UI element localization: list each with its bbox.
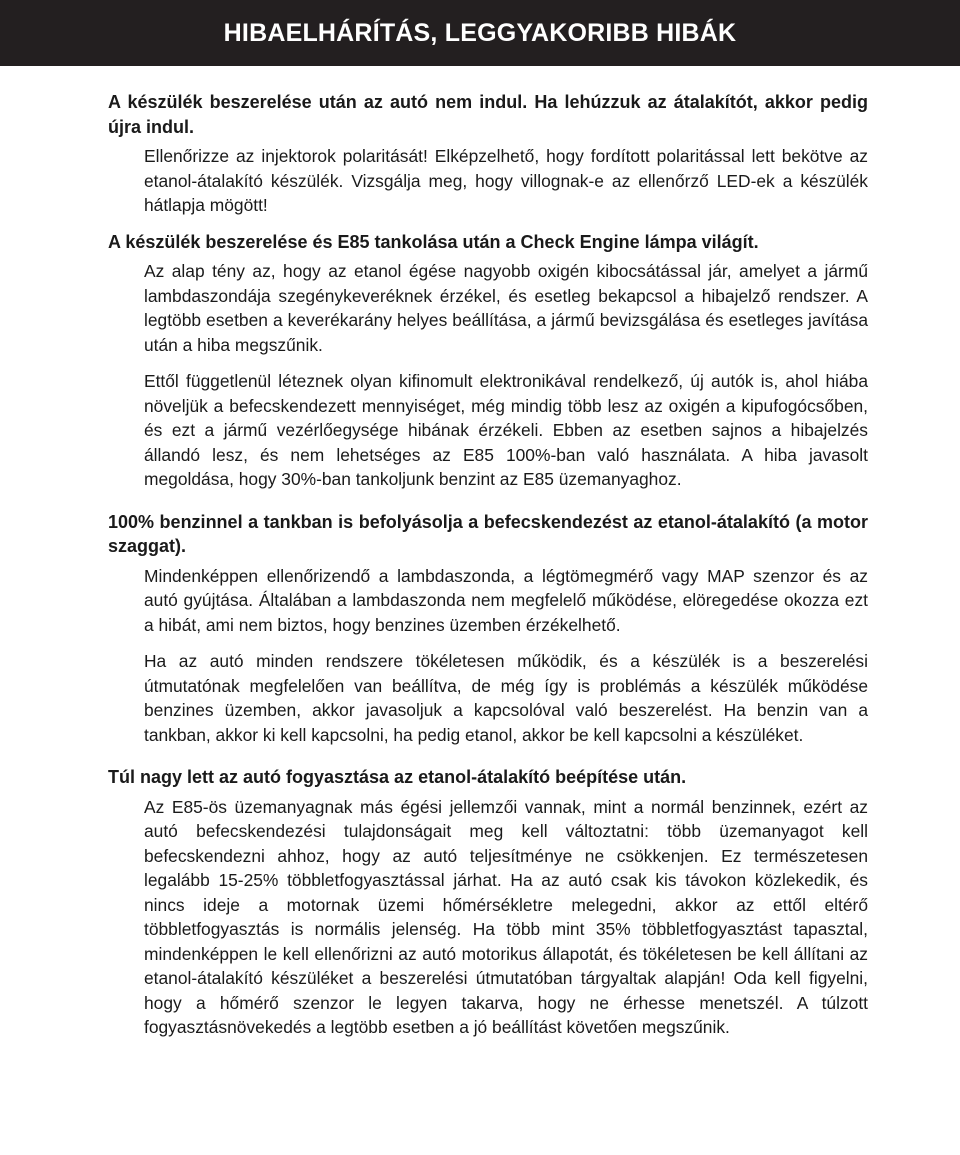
faq-section-petrol-injection bbox=[108, 510, 868, 748]
document-body bbox=[108, 90, 868, 1052]
header-bar bbox=[0, 0, 960, 66]
faq-answer-paragraph: Ellenőrizze az injektorok polaritását! Elképzelhető, hogy fordított polaritással lett bekötve az etanol-átalakító készülék. Vizsgálja meg, hogy villognak-e az ellenőrző LED-ek a készülék hátlapja mögött! bbox=[144, 146, 868, 215]
faq-question: Túl nagy lett az autó fogyasztása az etanol-átalakító beépítése után. bbox=[108, 767, 687, 787]
faq-section-engine-start bbox=[108, 90, 868, 218]
faq-answer-paragraph: Mindenképpen ellenőrizendő a lambdaszonda, a légtömegmérő vagy MAP szenzor és az autó gyújtása. Általában a lambdaszonda nem megfelelő működése, elöregedése okozza ezt a hibát, ami nem biztos, hogy benzines üzemben érzékelhető. bbox=[144, 565, 868, 635]
faq-question: 100% benzinnel a tankban is befolyásolja a befecskendezést az etanol-átalakító (a motor szaggat). bbox=[108, 511, 868, 556]
page-title: HIBAELHÁRÍTÁS, LEGGYAKORIBB HIBÁK bbox=[223, 18, 737, 47]
faq-question: A készülék beszerelése után az autó nem indul. Ha lehúzzuk az átalakítót, akkor pedig újra indul. bbox=[108, 92, 868, 137]
faq-section-check-engine bbox=[108, 230, 868, 492]
faq-answer-paragraph: Az E85-ös üzemanyagnak más égési jellemzői vannak, mint a normál benzinnek, ezért az autó befecskendezési tulajdonságait meg kell változtatni: több üzemanyagot kell befecskendezni ahhoz, hogy az autó teljesítménye ne csökkenjen. Ez természetesen legalább 15-25% többletfogyasztással járhat. Ha az autó csak kis távokon közlekedik, és nincs ideje a motornak üzemi hőmérsékletre melegedni, akkor az ettől eltérő többletfogyasztás is normális jelenség. Ha több mint 35% többletfogyasztást tapasztal, mindenképpen le kell ellenőrizni az autó motorikus állapotát, és tökéletesen be kell állítani az etanol-átalakító készüléket a beszerelési útmutatóban tárgyaltak alapján! Oda kell figyelni, hogy a hőmérő szenzor le legyen takarva, hogy ne érhesse menetszél. A túlzott fogyasztásnövekedés a legtöbb esetben a jó beállítást követően megszűnik. bbox=[144, 796, 868, 1037]
faq-question: A készülék beszerelése és E85 tankolása után a Check Engine lámpa világít. bbox=[108, 231, 759, 252]
faq-answer-paragraph: Ettől függetlenül léteznek olyan kifinomult elektronikával rendelkező, új autók is, ahol hiába növeljük a befecskendezett mennyiséget, még mindig több lesz az oxigén a kipufogócsőben, és ezt a jármű vezérlőegysége hibának érzékeli. Ebben az esetben sajnos a hibajelzés állandó lesz, és nem lehetséges az E85 100%-ban való használata. A hiba javasolt megoldása, hogy 30%-ban tankoljunk benzint az E85 üzemanyaghoz. bbox=[144, 371, 868, 489]
faq-answer-paragraph: Ha az autó minden rendszere tökéletesen működik, és a készülék is a beszerelési útmutatónak megfelelően van beállítva, de még így is problémás a készülék működése benzines üzemben, akkor javasoljuk a kapcsolóval való beszerelést. Ha benzin van a tankban, akkor ki kell kapcsolni, ha pedig etanol, akkor be kell kapcsolni a készüléket. bbox=[144, 651, 868, 745]
faq-answer-paragraph: Az alap tény az, hogy az etanol égése nagyobb oxigén kibocsátással jár, amelyet a jármű lambdaszondája szegénykeveréknek érzékel, és esetleg bekapcsol a hibajelző rendszer. A legtöbb esetben a keverékarány helyes beállítása, a jármű bevizsgálása és esetleges javítása után a hiba megszűnik. bbox=[144, 261, 868, 355]
faq-section-fuel-consumption bbox=[108, 765, 868, 1040]
